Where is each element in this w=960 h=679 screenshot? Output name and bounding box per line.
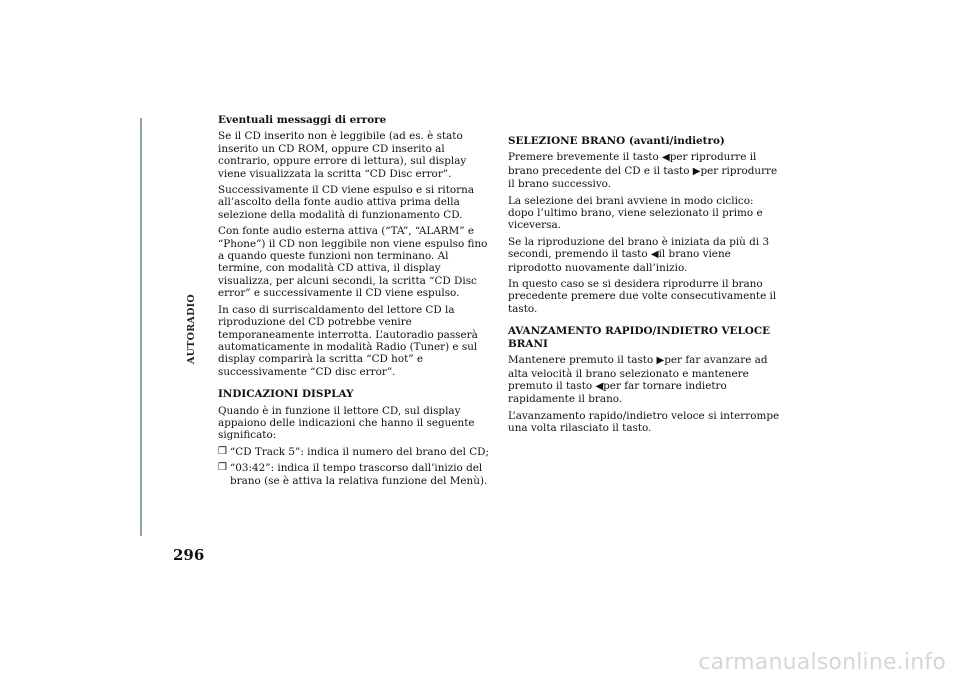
text-run: per riprodurre il brano precedente del CD e il tasto	[508, 151, 757, 177]
paragraph: In questo caso se si desidera riprodurre il brano precedente premere due volte consecutivamente il tasto.	[508, 278, 777, 315]
text-run: Mantenere premuto il tasto	[508, 354, 657, 367]
paragraph	[508, 354, 780, 406]
margin-rule	[140, 118, 142, 536]
text-run: Premere brevemente il tasto	[508, 151, 663, 164]
previous-triangle-icon: ◀	[650, 249, 659, 261]
text-run: per far tornare indietro rapidamente il brano.	[508, 379, 727, 406]
heading-track-selection: SELEZIONE BRANO (avanti/indietro)	[508, 135, 725, 147]
list-item	[218, 446, 494, 458]
text-run: per riprodurre il brano successivo.	[508, 164, 778, 191]
page-number: 296	[173, 546, 205, 564]
right-column	[508, 135, 780, 439]
paragraph: Se il CD inserito non è leggibile (ad es. è stato inserito un CD ROM, oppure CD inserito al contrario, oppure errore di lettura), sul display viene visualizzata la scritta “CD Disc error”.	[218, 130, 467, 180]
list-item	[218, 462, 494, 487]
heading-error-messages: Eventuali messaggi di errore	[218, 114, 387, 126]
paragraph: Con fonte audio esterna attiva (“TA”, “ALARM” e “Phone”) il CD non leggibile non viene espulso fino a quando queste funzioni non terminano. Al termine, con modalità CD attiva, il display visualizza, per alcuni secondi, la scritta “CD Disc error” e successivamente il CD viene espulso.	[218, 225, 488, 300]
list-item-text: “CD Track 5”: indica il numero del brano del CD;	[230, 445, 489, 458]
previous-triangle-icon: ◀	[662, 152, 670, 164]
watermark: carmanualsonline.info	[698, 650, 946, 675]
heading-fast-forward-rewind: AVANZAMENTO RAPIDO/INDIETRO VELOCE BRANI	[508, 325, 771, 350]
paragraph: L’avanzamento rapido/indietro veloce si interrompe una volta rilasciato il tasto.	[508, 409, 780, 435]
text-run: Se la riproduzione del brano è iniziata da più di 3 secondi, premendo il tasto	[508, 235, 770, 261]
list-item-text: “03:42”: indica il tempo trascorso dall’inizio del brano (se è attiva la relativa funzione del Menù).	[230, 462, 488, 487]
paragraph: In caso di surriscaldamento del lettore CD la riproduzione del CD potrebbe venire temporaneamente interrotta. L’autoradio passerà automaticamente in modalità Radio (Tuner) e sul display comparirà la scritta “CD hot” e successivamente “CD disc error”.	[218, 303, 478, 378]
paragraph: La selezione dei brani avviene in modo ciclico: dopo l’ultimo brano, viene selezionato il primo e viceversa.	[508, 194, 763, 232]
checkbox-bullet-icon: ❒	[218, 462, 227, 474]
section-label	[186, 294, 200, 364]
next-triangle-icon: ▶	[692, 165, 701, 177]
next-triangle-icon: ▶	[656, 355, 665, 367]
paragraph	[508, 236, 780, 274]
previous-triangle-icon: ◀	[595, 380, 604, 392]
paragraph: Quando è in funzione il lettore CD, sul display appaiono delle indicazioni che hanno il seguente significato:	[218, 404, 475, 442]
left-column	[218, 114, 494, 491]
text-run: il brano viene riprodotto nuovamente dall’inizio.	[508, 248, 731, 274]
heading-display-indications: INDICAZIONI DISPLAY	[218, 388, 354, 401]
section-label-text: AUTORADIO	[186, 294, 197, 364]
checkbox-bullet-icon: ❒	[218, 445, 227, 457]
paragraph	[508, 151, 780, 190]
paragraph: Successivamente il CD viene espulso e si ritorna all’ascolto della fonte audio attiva prima della selezione della modalità di funzionamento CD.	[218, 184, 475, 221]
text-run: per far avanzare ad alta velocità il brano selezionato e mantenere premuto il tasto	[508, 354, 768, 392]
